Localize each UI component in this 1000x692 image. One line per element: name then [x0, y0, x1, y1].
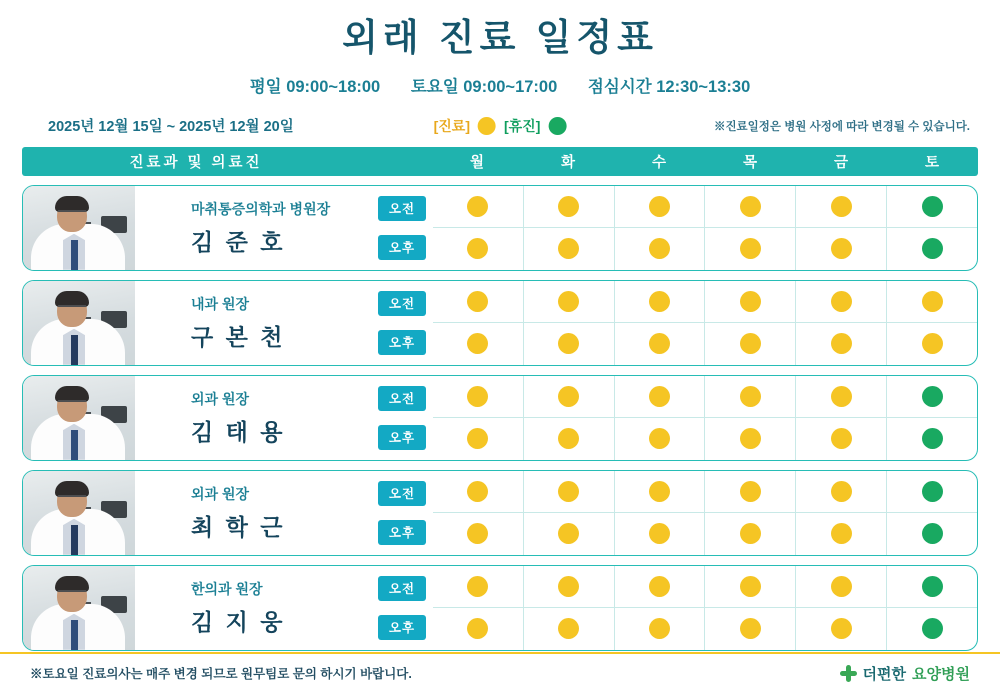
table-row: [22, 470, 978, 556]
availability-cell: [795, 323, 886, 365]
availability-cell: [433, 281, 523, 323]
period-tag-am: 오전: [378, 481, 426, 506]
status-open-dot-icon: [831, 196, 852, 217]
availability-cell: [886, 323, 977, 365]
status-open-dot-icon: [740, 481, 761, 502]
period-tag-pm: 오후: [378, 330, 426, 355]
status-open-dot-icon: [740, 618, 761, 639]
period-labels: [371, 471, 433, 555]
status-open-dot-icon: [558, 481, 579, 502]
status-open-dot-icon: [467, 523, 488, 544]
status-off-dot-icon: [922, 576, 943, 597]
availability-row-am: [433, 566, 977, 608]
glasses-icon: [58, 495, 86, 502]
doctor-info: [135, 376, 371, 460]
period-tag-pm: 오후: [378, 235, 426, 260]
availability-row-pm: [433, 607, 977, 650]
availability-cell: [886, 186, 977, 228]
status-open-dot-icon: [922, 333, 943, 354]
hours-lunch: 점심시간 12:30~13:30: [587, 77, 751, 96]
status-open-dot-icon: [467, 576, 488, 597]
glasses-icon: [58, 210, 86, 217]
doctor-photo: [23, 566, 135, 650]
availability-cell: [433, 376, 523, 418]
availability-cell: [886, 418, 977, 460]
date-range: 2025년 12월 15일 ~ 2025년 12월 20일: [48, 119, 294, 136]
availability-cell: [795, 186, 886, 228]
availability-row-am: [433, 376, 977, 418]
status-open-dot-icon: [467, 196, 488, 217]
status-open-dot-icon: [467, 386, 488, 407]
doctor-info: [135, 566, 371, 650]
medical-cross-icon: [840, 665, 857, 682]
status-off-dot-icon: [922, 428, 943, 449]
doctor-name: 김 태 용: [191, 418, 286, 445]
status-open-dot-icon: [922, 291, 943, 312]
status-open-dot-icon: [467, 238, 488, 259]
availability-cell: [886, 566, 977, 608]
doctor-info: [135, 471, 371, 555]
availability-cell: [433, 566, 523, 608]
period-tag-pm: 오후: [378, 615, 426, 640]
availability-cell: [795, 281, 886, 323]
status-open-dot-icon: [740, 291, 761, 312]
availability-cell: [523, 323, 614, 365]
status-open-dot-icon: [740, 238, 761, 259]
column-header-wed: 수: [651, 154, 667, 171]
doctor-name: 최 학 근: [191, 513, 286, 540]
footer: [0, 652, 1000, 692]
status-open-dot-icon: [740, 386, 761, 407]
availability-cell: [433, 513, 523, 555]
status-off-dot-icon: [922, 238, 943, 259]
status-open-dot-icon: [558, 291, 579, 312]
status-off-dot-icon: [922, 618, 943, 639]
table-row: [22, 565, 978, 651]
status-open-dot-icon: [831, 576, 852, 597]
availability-cell: [704, 513, 795, 555]
hospital-logo: [840, 663, 970, 684]
status-off-dot-icon: [922, 523, 943, 544]
glasses-icon: [58, 400, 86, 407]
availability-cell: [704, 608, 795, 650]
doctor-portrait-image: [23, 281, 135, 365]
status-open-dot-icon: [831, 333, 852, 354]
status-open-dot-icon: [831, 523, 852, 544]
necktie: [71, 525, 78, 555]
status-open-dot-icon: [467, 291, 488, 312]
availability-cell: [886, 471, 977, 513]
availability-cell: [433, 228, 523, 270]
legend-open-dot-icon: [478, 117, 496, 135]
period-tag-am: 오전: [378, 386, 426, 411]
availability-cell: [795, 418, 886, 460]
doctor-photo: [23, 186, 135, 270]
doctor-photo: [23, 376, 135, 460]
availability-cell: [886, 281, 977, 323]
availability-row-pm: [433, 227, 977, 270]
status-open-dot-icon: [558, 196, 579, 217]
availability-row-pm: [433, 512, 977, 555]
availability-row-am: [433, 281, 977, 323]
availability-row-pm: [433, 417, 977, 460]
availability-cell: [704, 376, 795, 418]
schedule-disclaimer: ※진료일정은 병원 사정에 따라 변경될 수 있습니다.: [713, 120, 970, 133]
availability-cell: [795, 513, 886, 555]
availability-cell: [614, 281, 705, 323]
status-open-dot-icon: [649, 291, 670, 312]
necktie: [71, 335, 78, 365]
doctor-department: 마취통증의학과 병원장: [191, 200, 331, 217]
availability-cell: [523, 471, 614, 513]
doctor-portrait-image: [23, 471, 135, 555]
availability-cell: [886, 513, 977, 555]
availability-cell: [704, 281, 795, 323]
status-off-dot-icon: [922, 196, 943, 217]
availability-cell: [795, 376, 886, 418]
period-tag-am: 오전: [378, 196, 426, 221]
table-header: [22, 147, 978, 176]
status-open-dot-icon: [649, 238, 670, 259]
glasses-icon: [58, 590, 86, 597]
availability-cell: [614, 471, 705, 513]
doctor-department: 외과 원장: [191, 390, 249, 407]
availability-grid: [433, 376, 977, 460]
doctor-name: 구 본 천: [191, 323, 286, 350]
column-header-fri: 금: [833, 154, 849, 171]
availability-cell: [433, 471, 523, 513]
availability-cell: [704, 418, 795, 460]
availability-cell: [795, 471, 886, 513]
doctor-department: 한의과 원장: [191, 580, 263, 597]
availability-cell: [433, 186, 523, 228]
availability-cell: [704, 323, 795, 365]
table-row: [22, 375, 978, 461]
legend: [434, 116, 567, 136]
availability-grid: [433, 186, 977, 270]
availability-cell: [886, 376, 977, 418]
doctor-portrait-image: [23, 566, 135, 650]
status-open-dot-icon: [649, 481, 670, 502]
availability-grid: [433, 281, 977, 365]
status-open-dot-icon: [558, 618, 579, 639]
availability-cell: [886, 608, 977, 650]
legend-open-label: [진료]: [433, 117, 470, 134]
availability-cell: [523, 418, 614, 460]
status-open-dot-icon: [558, 523, 579, 544]
footer-note: ※토요일 진료의사는 매주 변경 되므로 원무팀로 문의 하시기 바랍니다.: [30, 667, 412, 681]
table-row: [22, 280, 978, 366]
period-tag-pm: 오후: [378, 520, 426, 545]
availability-cell: [614, 186, 705, 228]
doctor-portrait-image: [23, 376, 135, 460]
column-header-doctor: 진료과 및 의료진: [129, 154, 263, 171]
availability-cell: [523, 228, 614, 270]
availability-cell: [433, 418, 523, 460]
availability-cell: [704, 186, 795, 228]
necktie: [71, 620, 78, 650]
availability-cell: [614, 513, 705, 555]
availability-cell: [433, 323, 523, 365]
status-open-dot-icon: [649, 618, 670, 639]
period-tag-pm: 오후: [378, 425, 426, 450]
availability-cell: [614, 323, 705, 365]
column-header-sat: 토: [924, 154, 940, 171]
availability-cell: [614, 376, 705, 418]
availability-cell: [523, 376, 614, 418]
availability-cell: [614, 608, 705, 650]
status-open-dot-icon: [649, 428, 670, 449]
column-header-days: [432, 151, 978, 172]
availability-cell: [704, 471, 795, 513]
status-open-dot-icon: [831, 481, 852, 502]
availability-cell: [614, 228, 705, 270]
availability-grid: [433, 471, 977, 555]
period-tag-am: 오전: [378, 576, 426, 601]
table-row: [22, 185, 978, 271]
glasses-icon: [58, 305, 86, 312]
status-open-dot-icon: [467, 481, 488, 502]
subheader-bar: [22, 113, 978, 139]
legend-off-label: [휴진]: [504, 117, 541, 134]
availability-cell: [523, 608, 614, 650]
doctor-rows: [22, 185, 978, 651]
status-open-dot-icon: [649, 196, 670, 217]
status-open-dot-icon: [467, 428, 488, 449]
availability-cell: [704, 566, 795, 608]
status-off-dot-icon: [922, 481, 943, 502]
doctor-department: 내과 원장: [191, 295, 249, 312]
hours-saturday: 토요일 09:00~17:00: [410, 77, 558, 96]
availability-cell: [523, 513, 614, 555]
doctor-photo: [23, 281, 135, 365]
availability-cell: [614, 566, 705, 608]
column-header-thu: 목: [742, 154, 758, 171]
availability-cell: [523, 566, 614, 608]
status-open-dot-icon: [558, 428, 579, 449]
status-open-dot-icon: [740, 523, 761, 544]
status-open-dot-icon: [467, 618, 488, 639]
legend-off-dot-icon: [548, 117, 566, 135]
status-open-dot-icon: [831, 618, 852, 639]
period-tag-am: 오전: [378, 291, 426, 316]
availability-row-am: [433, 471, 977, 513]
status-open-dot-icon: [740, 576, 761, 597]
period-labels: [371, 376, 433, 460]
column-header-tue: 화: [560, 154, 576, 171]
availability-cell: [795, 228, 886, 270]
necktie: [71, 430, 78, 460]
doctor-info: [135, 281, 371, 365]
doctor-name: 김 지 웅: [191, 608, 286, 635]
doctor-name: 김 준 호: [191, 228, 286, 255]
doctor-info: [135, 186, 371, 270]
availability-cell: [523, 281, 614, 323]
status-open-dot-icon: [831, 238, 852, 259]
status-open-dot-icon: [831, 291, 852, 312]
doctor-photo: [23, 471, 135, 555]
status-open-dot-icon: [558, 238, 579, 259]
availability-cell: [614, 418, 705, 460]
column-header-mon: 월: [469, 154, 485, 171]
availability-row-pm: [433, 322, 977, 365]
necktie: [71, 240, 78, 270]
availability-cell: [795, 608, 886, 650]
status-open-dot-icon: [467, 333, 488, 354]
status-open-dot-icon: [740, 333, 761, 354]
status-open-dot-icon: [831, 428, 852, 449]
operating-hours: [22, 73, 978, 97]
availability-cell: [704, 228, 795, 270]
hours-weekday: 평일 09:00~18:00: [249, 77, 381, 96]
period-labels: [371, 566, 433, 650]
brand-prefix: 더편한: [862, 665, 907, 683]
status-open-dot-icon: [558, 576, 579, 597]
availability-cell: [523, 186, 614, 228]
availability-cell: [795, 566, 886, 608]
period-labels: [371, 281, 433, 365]
status-open-dot-icon: [740, 428, 761, 449]
availability-grid: [433, 566, 977, 650]
status-open-dot-icon: [649, 576, 670, 597]
period-labels: [371, 186, 433, 270]
status-open-dot-icon: [831, 386, 852, 407]
availability-row-am: [433, 186, 977, 228]
status-open-dot-icon: [649, 333, 670, 354]
status-open-dot-icon: [649, 523, 670, 544]
status-open-dot-icon: [649, 386, 670, 407]
page-title: 외래 진료 일정표: [342, 17, 658, 58]
doctor-department: 외과 원장: [191, 485, 249, 502]
status-open-dot-icon: [558, 333, 579, 354]
status-off-dot-icon: [922, 386, 943, 407]
availability-cell: [886, 228, 977, 270]
status-open-dot-icon: [740, 196, 761, 217]
status-open-dot-icon: [558, 386, 579, 407]
doctor-portrait-image: [23, 186, 135, 270]
brand-suffix: 요양병원: [912, 665, 970, 683]
availability-cell: [433, 608, 523, 650]
